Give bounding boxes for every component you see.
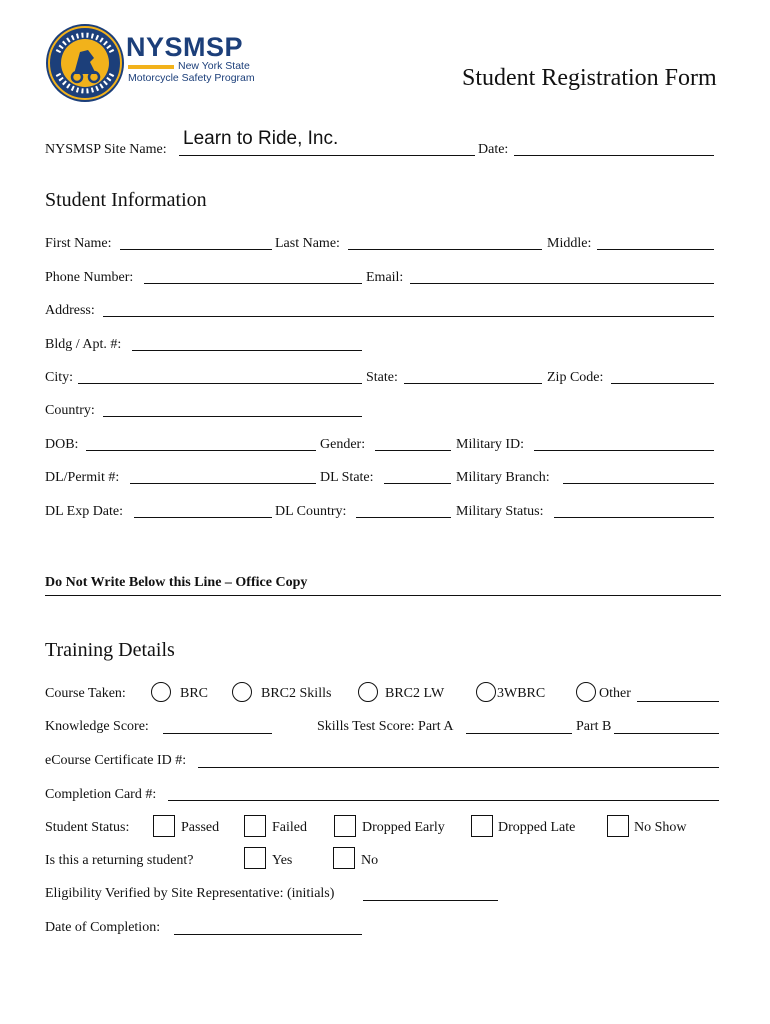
date-completion-label: Date of Completion: (45, 920, 161, 935)
email-label: Email: (366, 270, 404, 285)
military-id-label: Military ID: (456, 437, 525, 452)
state-field[interactable] (404, 383, 542, 384)
student-status-label: Student Status: (45, 820, 130, 835)
address-label: Address: (45, 303, 95, 318)
status-no-show-label: No Show (634, 820, 687, 835)
city-field[interactable] (78, 383, 362, 384)
status-dropped-early-checkbox[interactable] (334, 815, 356, 837)
dob-label: DOB: (45, 437, 79, 452)
dl-country-field[interactable] (356, 517, 451, 518)
training-heading: Training Details (45, 639, 175, 661)
dob-field[interactable] (86, 450, 316, 451)
military-status-label: Military Status: (456, 504, 544, 519)
course-brc-label: BRC (180, 686, 209, 701)
site-name-value: Learn to Ride, Inc. (183, 128, 339, 149)
dl-state-field[interactable] (384, 483, 451, 484)
logo-name: NYSMSP (126, 32, 244, 62)
gender-label: Gender: (320, 437, 366, 452)
bldg-label: Bldg / Apt. #: (45, 337, 122, 352)
status-failed-checkbox[interactable] (244, 815, 266, 837)
status-passed-label: Passed (181, 820, 220, 835)
form-title: Student Registration Form (462, 65, 717, 91)
last-name-label: Last Name: (275, 236, 340, 251)
skills-part-b-field[interactable] (614, 733, 719, 734)
skills-part-b-label: Part B (576, 719, 612, 734)
middle-label: Middle: (547, 236, 592, 251)
military-branch-label: Military Branch: (456, 470, 550, 485)
dl-permit-field[interactable] (130, 483, 316, 484)
first-name-label: First Name: (45, 236, 112, 251)
student-info-heading: Student Information (45, 189, 207, 211)
military-branch-field[interactable] (563, 483, 714, 484)
zip-field[interactable] (611, 383, 714, 384)
zip-label: Zip Code: (547, 370, 604, 385)
dl-state-label: DL State: (320, 470, 374, 485)
phone-field[interactable] (144, 283, 362, 284)
skills-part-a-field[interactable] (466, 733, 572, 734)
dl-exp-label: DL Exp Date: (45, 504, 124, 519)
knowledge-score-label: Knowledge Score: (45, 719, 149, 734)
country-label: Country: (45, 403, 95, 418)
returning-no-checkbox[interactable] (333, 847, 355, 869)
site-name-label: NYSMSP Site Name: (45, 142, 167, 157)
address-field[interactable] (103, 316, 714, 317)
last-name-field[interactable] (348, 249, 542, 250)
status-dropped-early-label: Dropped Early (362, 820, 445, 835)
date-completion-field[interactable] (174, 934, 362, 935)
logo (44, 22, 254, 104)
logo-line1: New York State (178, 60, 250, 72)
course-other-field[interactable] (637, 701, 719, 702)
course-brc2-skills-label: BRC2 Skills (261, 686, 332, 701)
course-other-radio[interactable] (576, 682, 596, 702)
status-passed-checkbox[interactable] (153, 815, 175, 837)
ecourse-field[interactable] (198, 767, 719, 768)
phone-label: Phone Number: (45, 270, 134, 285)
course-brc-radio[interactable] (151, 682, 171, 702)
returning-no-label: No (361, 853, 379, 868)
course-3wbrc-radio[interactable] (476, 682, 496, 702)
returning-yes-checkbox[interactable] (244, 847, 266, 869)
middle-field[interactable] (597, 249, 714, 250)
email-field[interactable] (410, 283, 714, 284)
dl-exp-field[interactable] (134, 517, 272, 518)
ecourse-label: eCourse Certificate ID #: (45, 753, 187, 768)
completion-card-label: Completion Card #: (45, 787, 157, 802)
first-name-field[interactable] (120, 249, 272, 250)
skills-part-a-label: Skills Test Score: Part A (317, 719, 454, 734)
office-copy-notice: Do Not Write Below this Line – Office Copy (45, 575, 308, 590)
eligibility-initials-field[interactable] (363, 900, 498, 901)
military-id-field[interactable] (534, 450, 714, 451)
status-failed-label: Failed (272, 820, 307, 835)
returning-yes-label: Yes (272, 853, 293, 868)
eligibility-label: Eligibility Verified by Site Representative: (initials) (45, 886, 335, 901)
site-name-field[interactable] (179, 155, 475, 156)
course-other-label: Other (599, 686, 631, 701)
course-3wbrc-label: 3WBRC (497, 686, 546, 701)
completion-card-field[interactable] (168, 800, 719, 801)
dl-permit-label: DL/Permit #: (45, 470, 120, 485)
date-label: Date: (478, 142, 509, 157)
logo-line2: Motorcycle Safety Program (128, 72, 255, 84)
country-field[interactable] (103, 416, 362, 417)
dl-country-label: DL Country: (275, 504, 347, 519)
course-brc2-lw-label: BRC2 LW (385, 686, 445, 701)
office-divider (45, 595, 721, 596)
gender-field[interactable] (375, 450, 451, 451)
knowledge-score-field[interactable] (163, 733, 272, 734)
logo-gold-bar (128, 65, 174, 69)
city-label: City: (45, 370, 74, 385)
nysmsp-seal-icon (44, 22, 126, 104)
course-taken-label: Course Taken: (45, 686, 126, 701)
status-no-show-checkbox[interactable] (607, 815, 629, 837)
status-dropped-late-label: Dropped Late (498, 820, 576, 835)
bldg-field[interactable] (132, 350, 362, 351)
returning-student-label: Is this a returning student? (45, 853, 194, 868)
course-brc2-skills-radio[interactable] (232, 682, 252, 702)
date-field[interactable] (514, 155, 714, 156)
state-label: State: (366, 370, 398, 385)
course-brc2-lw-radio[interactable] (358, 682, 378, 702)
military-status-field[interactable] (554, 517, 714, 518)
status-dropped-late-checkbox[interactable] (471, 815, 493, 837)
